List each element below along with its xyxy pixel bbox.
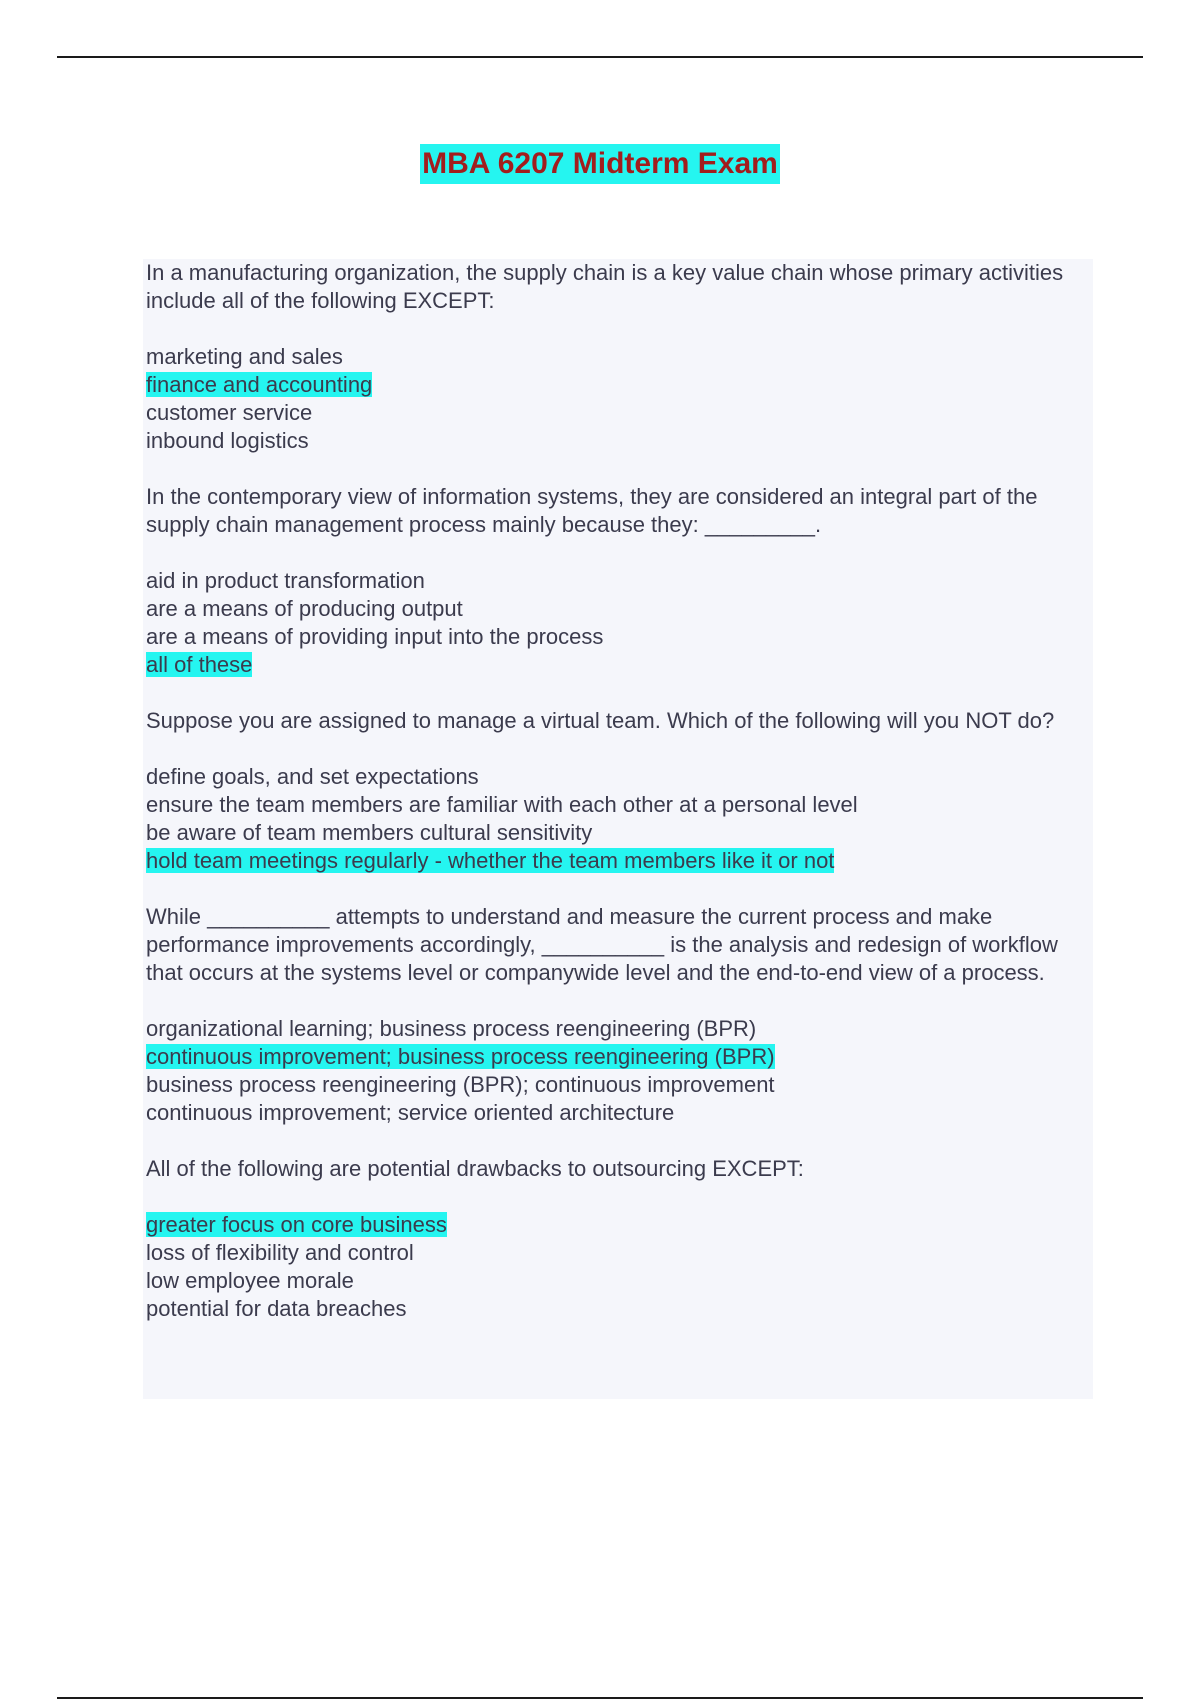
answer-option bbox=[146, 791, 1093, 819]
answer-option-text: ensure the team members are familiar with each other at a personal level bbox=[146, 792, 858, 817]
answer-options bbox=[146, 343, 1093, 455]
answer-options bbox=[146, 1211, 1093, 1323]
answer-options bbox=[146, 1015, 1093, 1127]
answer-option-text: greater focus on core business bbox=[146, 1212, 447, 1237]
question-text: Suppose you are assigned to manage a virtual team. Which of the following will you NOT do? bbox=[146, 708, 1055, 733]
answer-options bbox=[146, 567, 1093, 679]
answer-option-text: customer service bbox=[146, 400, 313, 425]
answer-option-correct bbox=[146, 847, 1093, 875]
answer-option-text: hold team meetings regularly - whether the team members like it or not bbox=[146, 848, 835, 873]
answer-option-correct bbox=[146, 651, 1093, 679]
answer-option bbox=[146, 819, 1093, 847]
answer-option bbox=[146, 1239, 1093, 1267]
answer-option-text: are a means of producing output bbox=[146, 596, 463, 621]
answer-option-text: inbound logistics bbox=[146, 428, 309, 453]
question-3 bbox=[146, 707, 1093, 875]
title-container bbox=[0, 144, 1200, 184]
answer-option-text: business process reengineering (BPR); continuous improvement bbox=[146, 1072, 775, 1097]
answer-option-text: finance and accounting bbox=[146, 372, 373, 397]
answer-option-text: continuous improvement; service oriented architecture bbox=[146, 1100, 675, 1125]
answer-option-text: are a means of providing input into the process bbox=[146, 624, 604, 649]
answer-option bbox=[146, 1099, 1093, 1127]
top-divider bbox=[57, 56, 1143, 58]
answer-option-text: organizational learning; business process reengineering (BPR) bbox=[146, 1016, 757, 1041]
answer-option bbox=[146, 567, 1093, 595]
question-text: While __________ attempts to understand and measure the current process and make performance improvements accordingly, __________ is the analysis and redesign of workflow that occurs at the systems level or companywide level and the end-to-end view of a process. bbox=[146, 904, 1058, 985]
question-text: All of the following are potential drawbacks to outsourcing EXCEPT: bbox=[146, 1156, 804, 1181]
answer-option-text: marketing and sales bbox=[146, 344, 343, 369]
answer-option bbox=[146, 1295, 1093, 1323]
question-5 bbox=[146, 1155, 1093, 1323]
answer-option-text: all of these bbox=[146, 652, 253, 677]
question-1 bbox=[146, 259, 1093, 455]
answer-option bbox=[146, 623, 1093, 651]
answer-option bbox=[146, 399, 1093, 427]
question-2 bbox=[146, 483, 1093, 679]
page-title: MBA 6207 Midterm Exam bbox=[420, 144, 780, 184]
answer-option bbox=[146, 427, 1093, 455]
answer-option bbox=[146, 1267, 1093, 1295]
answer-option bbox=[146, 343, 1093, 371]
question-4 bbox=[146, 903, 1093, 1127]
answer-option-text: potential for data breaches bbox=[146, 1296, 407, 1321]
bottom-divider bbox=[57, 1697, 1143, 1699]
answer-option-text: loss of flexibility and control bbox=[146, 1240, 414, 1265]
answer-option bbox=[146, 595, 1093, 623]
answer-option-text: define goals, and set expectations bbox=[146, 764, 479, 789]
answer-option-text: low employee morale bbox=[146, 1268, 354, 1293]
answer-option bbox=[146, 1071, 1093, 1099]
answer-option-correct bbox=[146, 1043, 1093, 1071]
exam-content bbox=[143, 259, 1093, 1399]
question-text: In a manufacturing organization, the supply chain is a key value chain whose primary activities include all of the following EXCEPT: bbox=[146, 260, 1064, 313]
answer-option-text: continuous improvement; business process reengineering (BPR) bbox=[146, 1044, 775, 1069]
answer-option bbox=[146, 763, 1093, 791]
answer-option bbox=[146, 1015, 1093, 1043]
answer-option-correct bbox=[146, 1211, 1093, 1239]
question-text: In the contemporary view of information systems, they are considered an integral part of the supply chain management process mainly because they: _________. bbox=[146, 484, 1038, 537]
answer-option-text: be aware of team members cultural sensitivity bbox=[146, 820, 593, 845]
answer-option-text: aid in product transformation bbox=[146, 568, 425, 593]
answer-option-correct bbox=[146, 371, 1093, 399]
answer-options bbox=[146, 763, 1093, 875]
